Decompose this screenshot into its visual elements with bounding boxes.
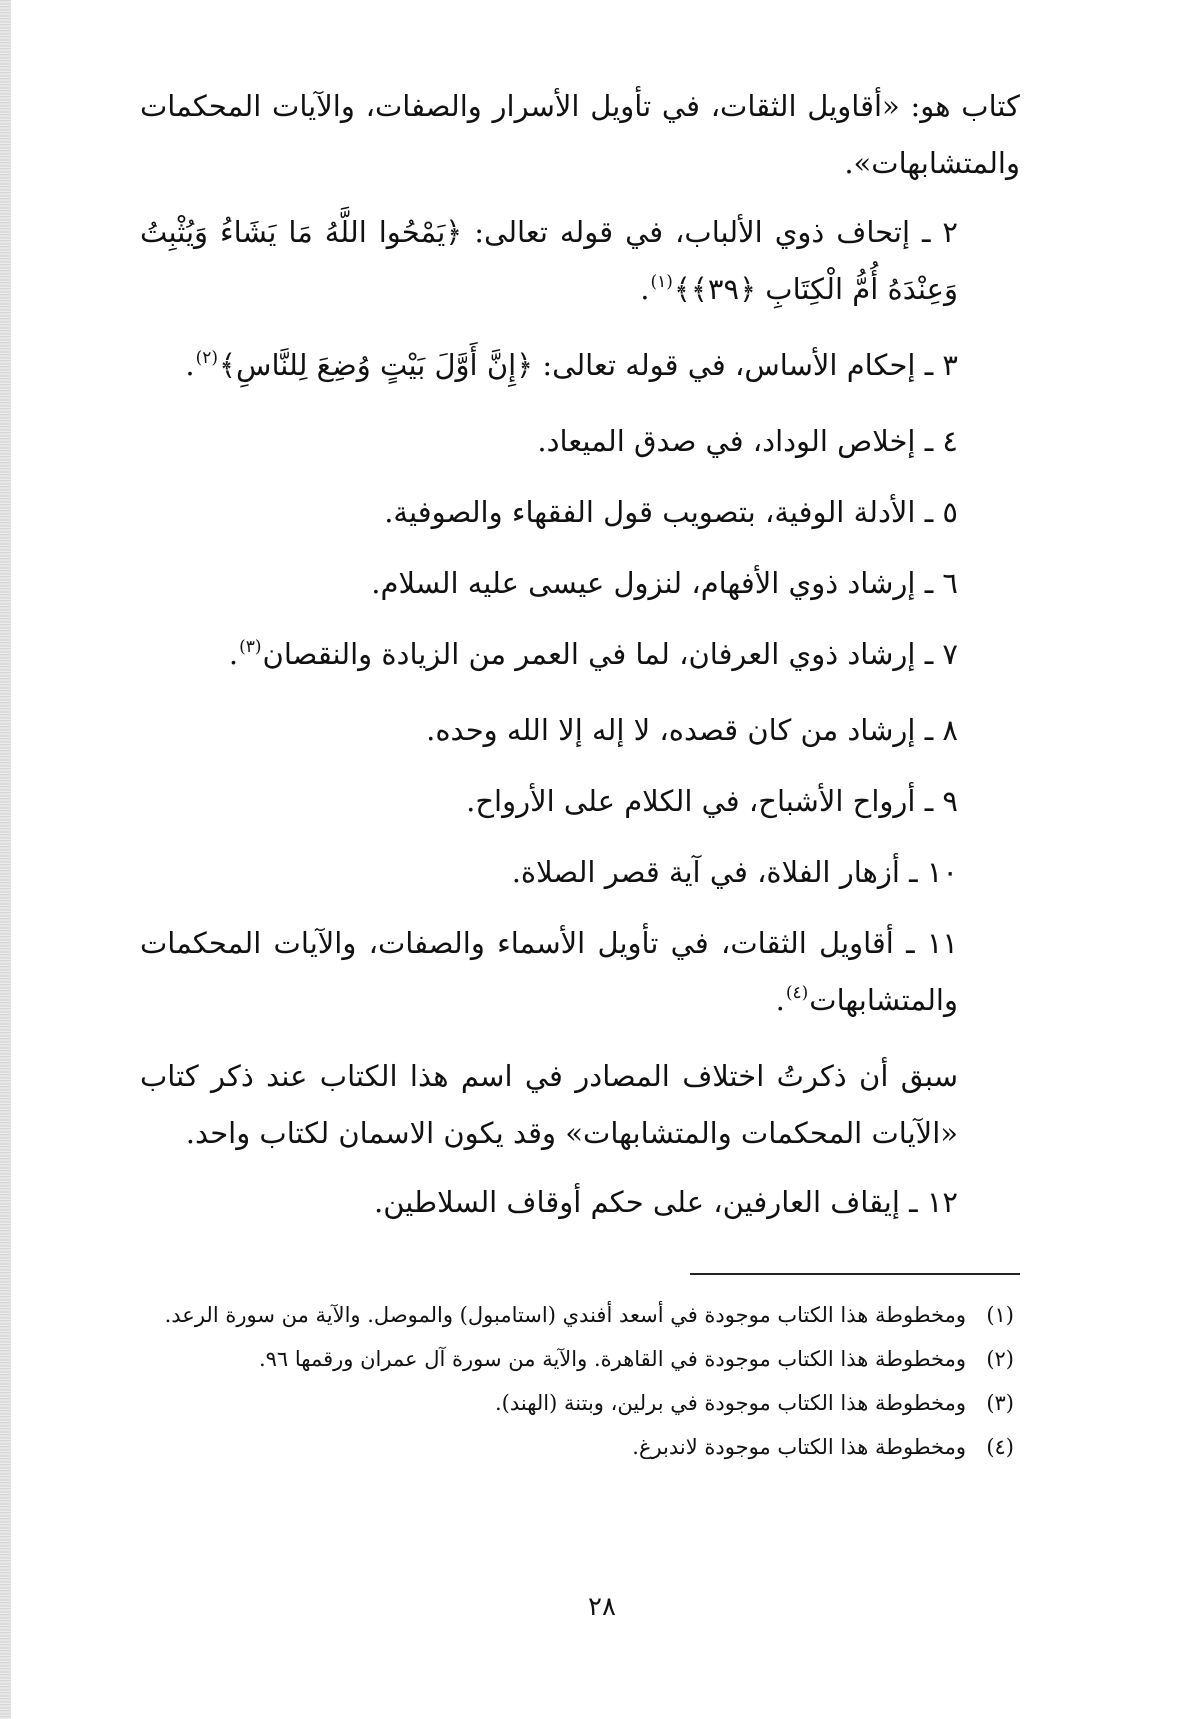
footnote-ref-3[interactable]: (٣) [239, 637, 262, 657]
list-item-3: ٣ ـ إحكام الأساس، في قوله تعالى: ﴿إِنَّ أَوَّلَ بَيْتٍ وُضِعَ لِلنَّاسِ﴾$^{(٢)}$. [185, 348, 958, 382]
list-item-6: ٦ ـ إرشاد ذوي الأفهام، لنزول عيسى عليه السلام. [371, 566, 958, 600]
footnote-2 [140, 1341, 1020, 1377]
page-number: ٢٨ [588, 1592, 616, 1622]
footnote-number: (٤) [986, 1435, 1014, 1459]
list-item-12: ١٢ ـ إيقاف العارفين، على حكم أوقاف السلاطين. [374, 1185, 958, 1219]
list-item-4: ٤ ـ إخلاص الوداد، في صدق الميعاد. [537, 424, 958, 458]
paragraph-1: كتاب هو: «أقاويل الثقات، في تأويل الأسرار والصفات، والآيات المحكمات والمتشابهات». [140, 89, 1020, 180]
list-item-7: ٧ ـ إرشاد ذوي العرفان، لما في العمر من الزيادة والنقصان$^{(٣)}$. [228, 637, 958, 671]
paragraph-note: سبق أن ذكرتُ اختلاف المصادر في اسم هذا الكتاب عند ذكر كتاب «الآيات المحكمات والمتشابهات» وقد يكون الاسمان لكتاب واحد. [140, 1059, 958, 1150]
list-item-9: ٩ ـ أرواح الأشباح، في الكلام على الأرواح. [466, 784, 958, 818]
document-page [140, 78, 1020, 1473]
scanned-page-edge [0, 0, 11, 1719]
footnote-text: ومخطوطة هذا الكتاب موجودة في برلين، وبتنة (الهند). [495, 1391, 966, 1415]
footnote-1 [140, 1297, 1020, 1333]
footnote-text: ومخطوطة هذا الكتاب موجودة لاندبرغ. [632, 1435, 966, 1459]
footnote-ref-1[interactable]: (١) [650, 272, 673, 292]
list-item-8: ٨ ـ إرشاد من كان قصده، لا إله إلا الله وحده. [426, 713, 958, 747]
footnote-number: (١) [986, 1303, 1014, 1327]
footnote-3 [140, 1385, 1020, 1421]
list-item-10: ١٠ ـ أزهار الفلاة، في آية قصر الصلاة. [511, 855, 958, 889]
footnote-separator [690, 1273, 1020, 1275]
list-item-11: ١١ ـ أقاويل الثقات، في تأويل الأسماء والصفات، والآيات المحكمات والمتشابهات$^{(٤)}$. [140, 926, 958, 1017]
footnote-ref-4[interactable]: (٤) [785, 983, 809, 1003]
list-item-2: ٢ ـ إتحاف ذوي الألباب، في قوله تعالى: ﴿يَمْحُوا اللَّهُ مَا يَشَاءُ وَيُثْبِتُ وَعِنْدَهُ أُمُّ الْكِتَابِ ﴿٣٩﴾﴾$^{(١)}$. [140, 215, 958, 306]
footnote-text: ومخطوطة هذا الكتاب موجودة في أسعد أفندي (استامبول) والموصل. والآية من سورة الرعد. [164, 1303, 966, 1327]
footnote-ref-2[interactable]: (٢) [195, 348, 219, 368]
footnote-number: (٢) [986, 1347, 1014, 1371]
list-item-5: ٥ ـ الأدلة الوفية، بتصويب قول الفقهاء والصوفية. [384, 495, 958, 529]
footnote-text: ومخطوطة هذا الكتاب موجودة في القاهرة. والآية من سورة آل عمران ورقمها ٩٦. [258, 1347, 966, 1371]
footnote-number: (٣) [986, 1391, 1014, 1415]
footnote-4 [140, 1429, 1020, 1465]
